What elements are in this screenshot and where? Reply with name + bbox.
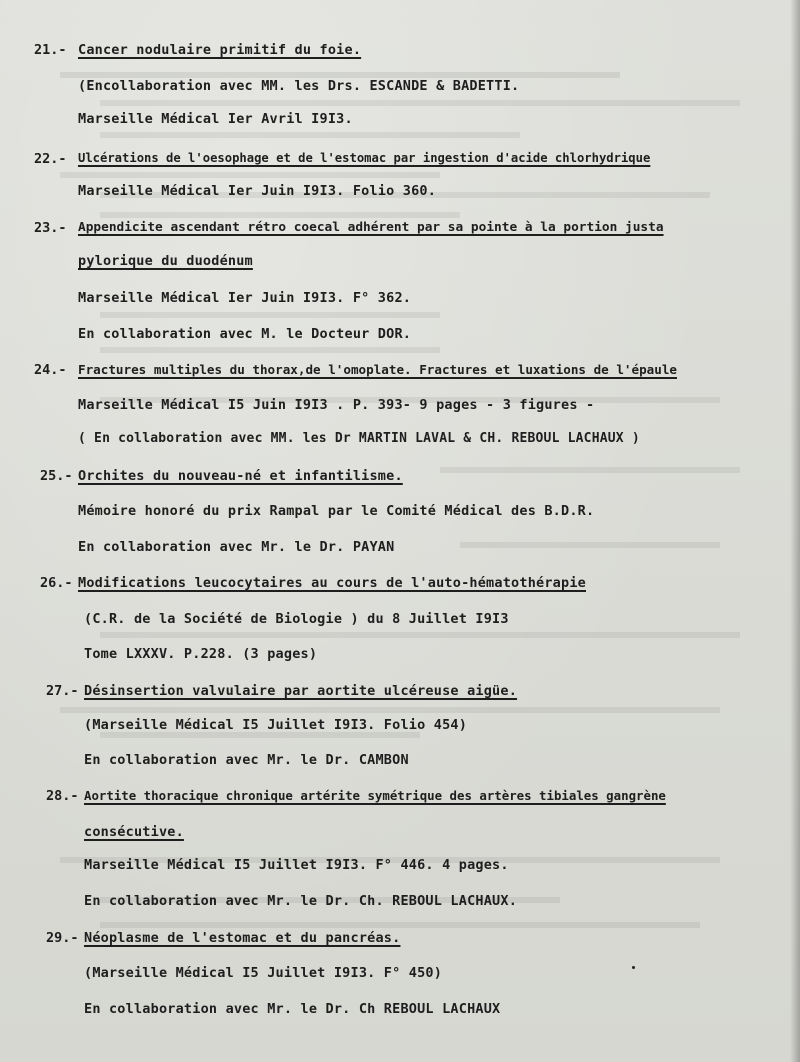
- entry-line: ( En collaboration avec MM. les Dr MARTIN LAVAL & CH. REBOUL LACHAUX ): [78, 431, 640, 446]
- entry-title-continued: consécutive.: [84, 824, 184, 840]
- entry-title: Cancer nodulaire primitif du foie.: [78, 42, 362, 58]
- entry-line: Marseille Médical Ier Juin I9I3. Folio 360.: [78, 183, 437, 199]
- entry-line: Mémoire honoré du prix Rampal par le Comité Médical des B.D.R.: [78, 503, 595, 519]
- entry-number: 27.-: [46, 683, 79, 699]
- entry-line: Marseille Médical I5 Juin I9I3 . P. 393- 9 pages - 3 figures -: [78, 397, 595, 413]
- entry-line: En collaboration avec Mr. le Dr. CAMBON: [84, 752, 409, 768]
- entry-line: Marseille Médical Ier Juin I9I3. F° 362.: [78, 290, 412, 306]
- entry-title: Modifications leucocytaires au cours de l'auto-hématothérapie: [78, 575, 586, 591]
- entry-line: En collaboration avec Mr. le Dr. PAYAN: [78, 539, 395, 555]
- entry-number: 23.-: [34, 220, 67, 236]
- entry-number: 25.-: [40, 468, 73, 484]
- entry-title: Orchites du nouveau-né et infantilisme.: [78, 468, 403, 484]
- entry-number: 24.-: [34, 362, 67, 378]
- entry-number: 21.-: [34, 42, 67, 58]
- entry-title: Néoplasme de l'estomac et du pancréas.: [84, 930, 401, 946]
- entry-title: Fractures multiples du thorax,de l'omoplate. Fractures et luxations de l'épaule: [78, 362, 677, 377]
- entry-line: Marseille Médical Ier Avril I9I3.: [78, 111, 353, 127]
- entry-number: 22.-: [34, 151, 67, 167]
- entry-line: Marseille Médical I5 Juillet I9I3. F° 446. 4 pages.: [84, 857, 509, 873]
- entry-line: (Marseille Médical I5 Juillet I9I3. F° 450): [84, 965, 443, 981]
- entry-line: En collaboration avec Mr. le Dr. Ch. REBOUL LACHAUX.: [84, 893, 518, 909]
- entry-line: En collaboration avec Mr. le Dr. Ch REBOUL LACHAUX: [84, 1001, 501, 1017]
- entry-line: (C.R. de la Société de Biologie ) du 8 Juillet I9I3: [84, 611, 509, 627]
- entry-line: (Marseille Médical I5 Juillet I9I3. Folio 454): [84, 717, 468, 733]
- entry-number: 26.-: [40, 575, 73, 591]
- entry-number: 29.-: [46, 930, 79, 946]
- entry-title: Ulcérations de l'oesophage et de l'estomac par ingestion d'acide chlorhydrique: [78, 151, 651, 165]
- entry-title: Désinsertion valvulaire par aortite ulcéreuse aigüe.: [84, 683, 518, 699]
- entry-title: Appendicite ascendant rétro coecal adhérent par sa pointe à la portion justa: [78, 220, 664, 235]
- entry-line: En collaboration avec M. le Docteur DOR.: [78, 326, 412, 342]
- ink-speck: [632, 966, 635, 969]
- entry-title-continued: pylorique du duodénum: [78, 253, 253, 269]
- entry-number: 28.-: [46, 788, 79, 804]
- entry-title: Aortite thoracique chronique artérite symétrique des artères tibiales gangrène: [84, 788, 666, 803]
- page-edge-shadow: [790, 0, 800, 1062]
- entry-line: (Encollaboration avec MM. les Drs. ESCANDE & BADETTI.: [78, 78, 520, 94]
- entry-line: Tome LXXXV. P.228. (3 pages): [84, 646, 318, 662]
